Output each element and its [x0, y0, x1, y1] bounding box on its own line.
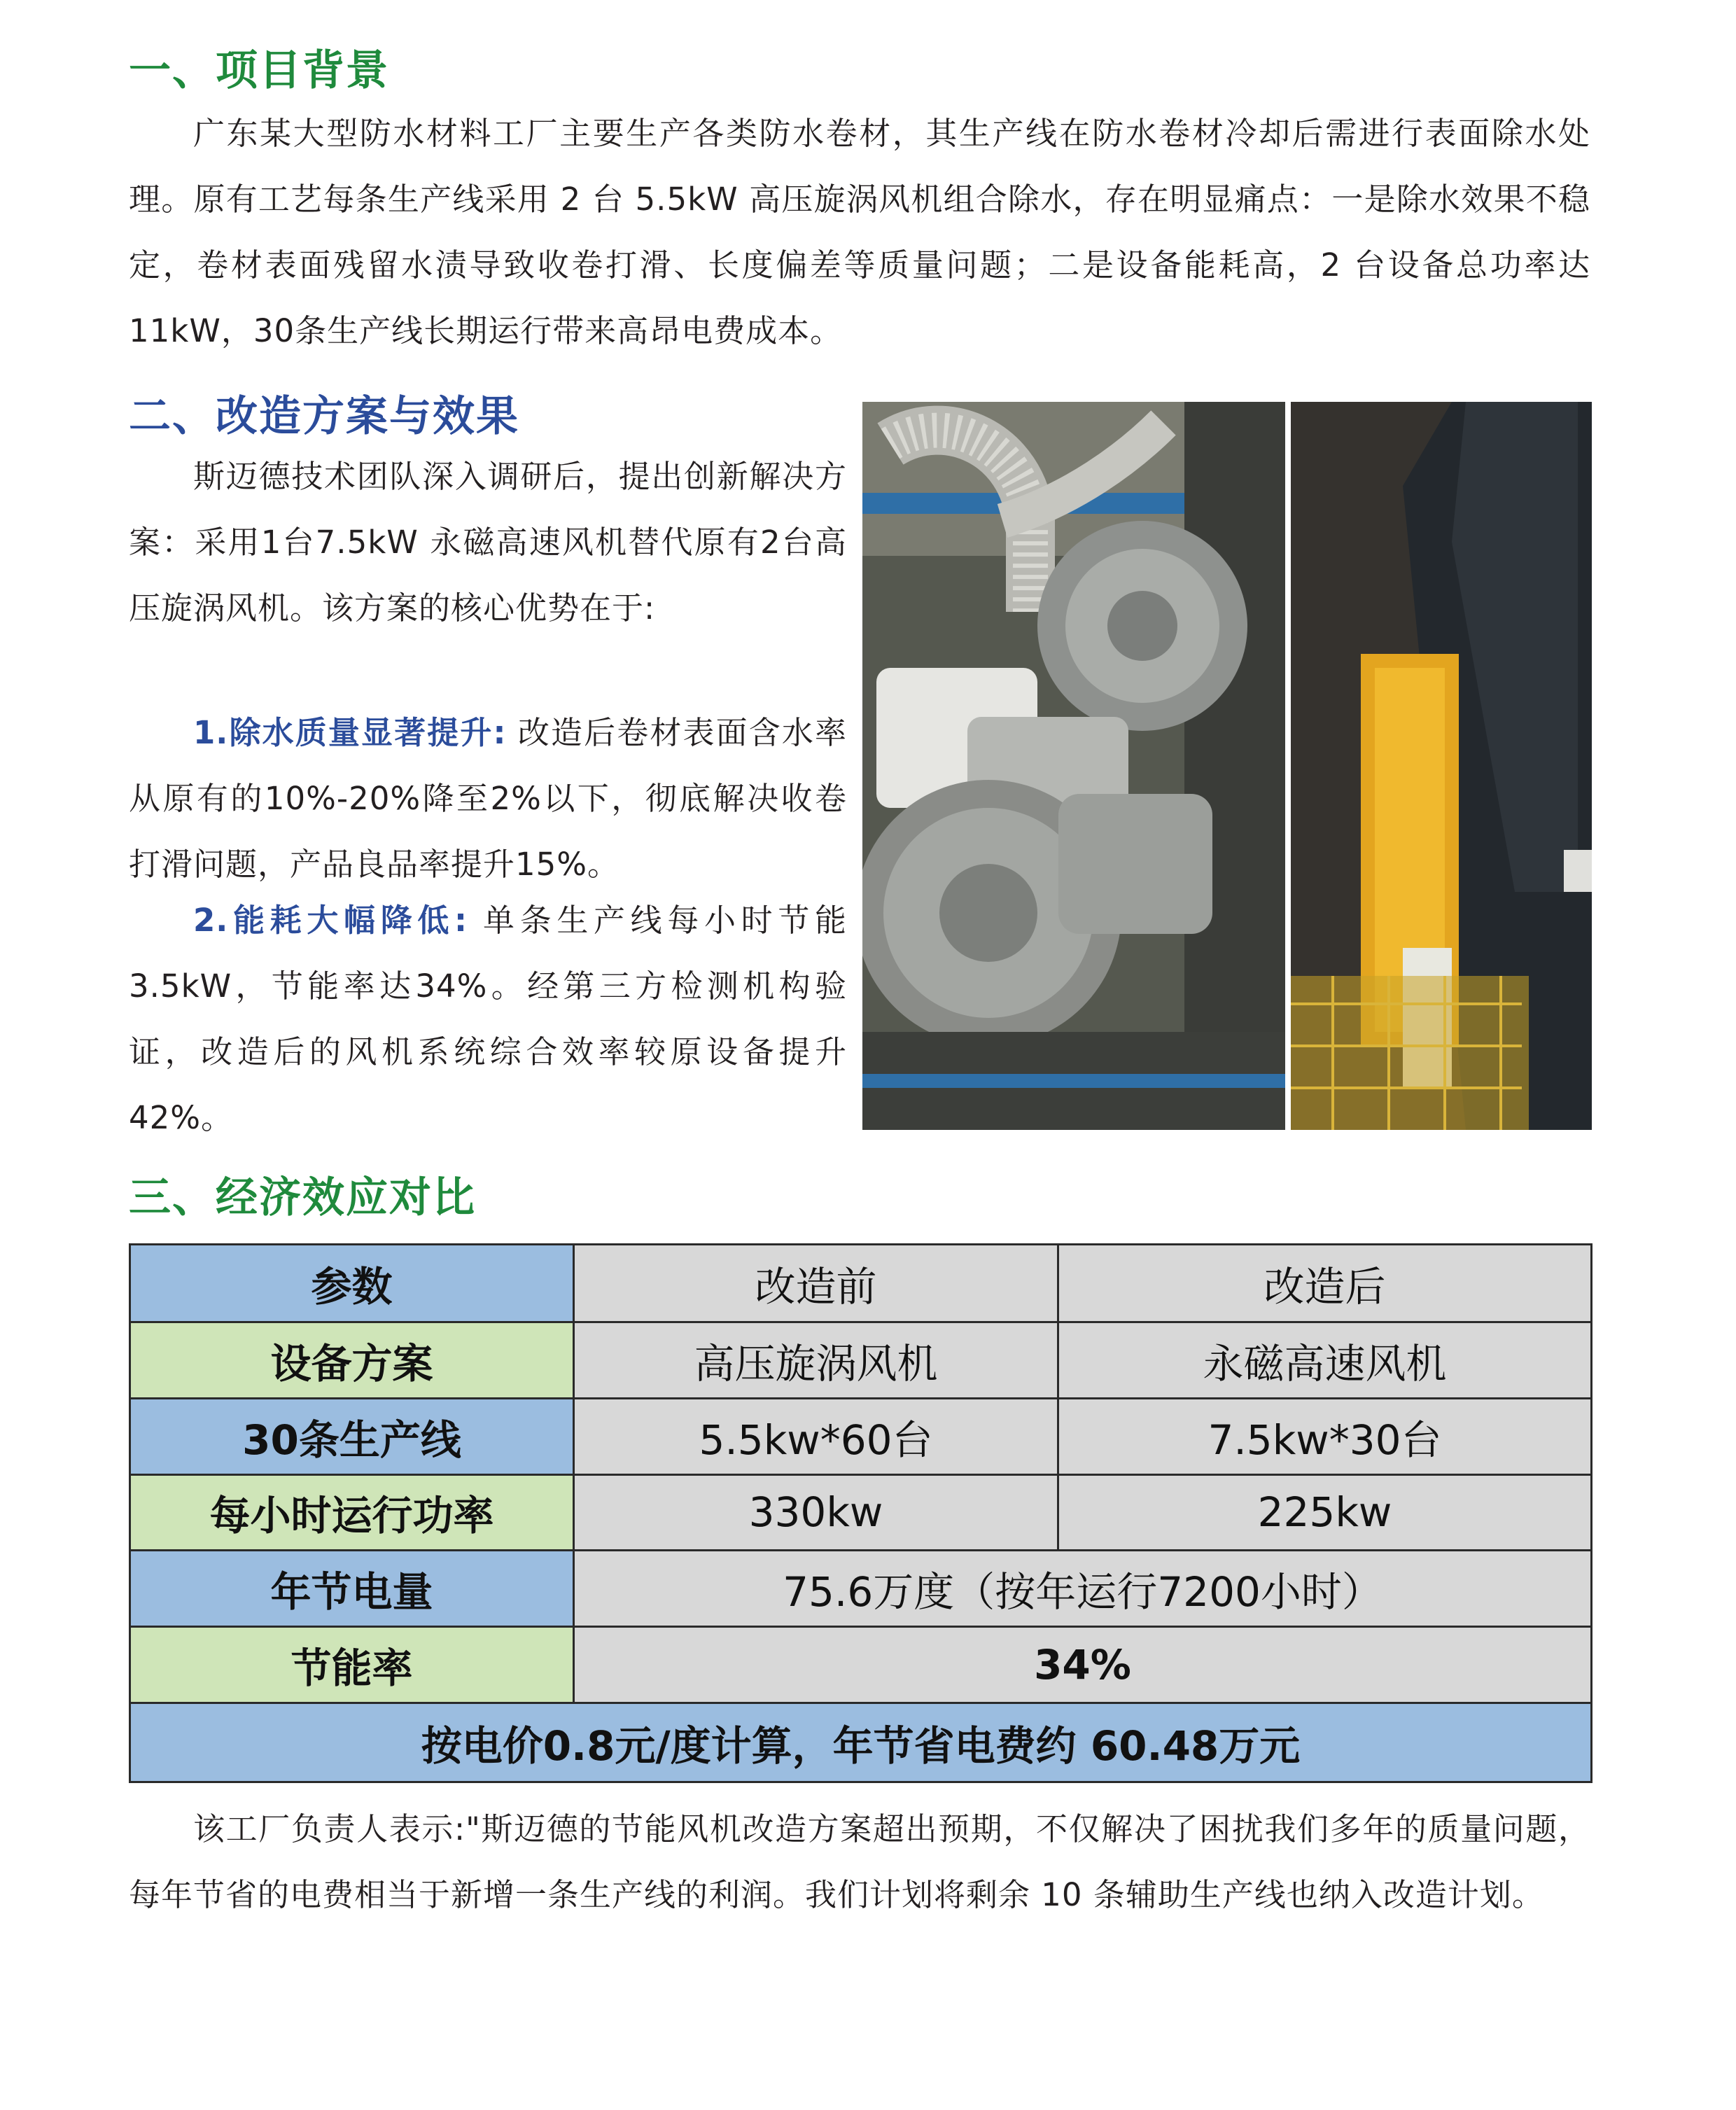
cell-power-after: 225kw [1058, 1474, 1592, 1551]
table-row [130, 1703, 1592, 1782]
table-footer-summary: 按电价0.8元/度计算，年节省电费约 60.48万元 [130, 1703, 1592, 1782]
photo-blower-equipment [862, 402, 1285, 1130]
cell-lines-after: 7.5kw*30台 [1058, 1398, 1592, 1474]
solution-point-1 [129, 700, 847, 897]
point-2-text: 单条生产线每小时节能3.5kW，节能率达34%。经第三方检测机构验证，改造后的风机系统综合效率较原设备提升42%。 [129, 902, 848, 1136]
customer-quote: 该工厂负责人表示:"斯迈德的节能风机改造方案超出预期，不仅解决了困扰我们多年的质量问题，每年节省的电费相当于新增一条生产线的利润。我们计划将剩余 10 条辅助生产线也纳入改造计划。 [129, 1810, 1590, 1913]
cell-equipment-before: 高压旋涡风机 [574, 1322, 1058, 1398]
cell-saving-rate: 34% [574, 1627, 1592, 1703]
comparison-table [129, 1243, 1592, 1783]
point-2-label: 2.能耗大幅降低: [193, 902, 468, 939]
table-row [130, 1474, 1592, 1551]
photo-line-drawing [1291, 402, 1592, 1130]
header-after: 改造后 [1058, 1245, 1592, 1322]
row-label-annual-saving: 年节电量 [130, 1551, 574, 1627]
section-title-economics: 三、经济效应对比 [129, 1173, 476, 1222]
solution-point-2 [129, 888, 847, 1151]
section-title-solution: 二、改造方案与效果 [129, 392, 519, 441]
header-parameter: 参数 [130, 1245, 574, 1322]
row-label-lines: 30条生产线 [130, 1398, 574, 1474]
row-label-power: 每小时运行功率 [130, 1474, 574, 1551]
cell-lines-before: 5.5kw*60台 [574, 1398, 1058, 1474]
background-paragraph: 广东某大型防水材料工厂主要生产各类防水卷材，其生产线在防水卷材冷却后需进行表面除水处理。原有工艺每条生产线采用 2 台 5.5kW 高压旋涡风机组合除水，存在明显痛点：一是除水效果不稳定，卷材表面残留水渍导致收卷打滑、长度偏差等质量问题；二是设备能耗高，2 台设备总功率达 11kW，30条生产线长期运行带来高昂电费成本。 [129, 115, 1590, 349]
point-1-text: 改造后卷材表面含水率从原有的10%-20%降至2%以下，彻底解决收卷打滑问题，产品良品率提升15%。 [129, 714, 847, 883]
table-row [130, 1551, 1592, 1627]
photo-production-line [1291, 402, 1592, 1130]
cell-equipment-after: 永磁高速风机 [1058, 1322, 1592, 1398]
point-1-label: 1.除水质量显著提升: [193, 714, 507, 751]
solution-intro: 斯迈德技术团队深入调研后，提出创新解决方案：采用1台7.5kW 永磁高速风机替代原有2台高压旋涡风机。该方案的核心优势在于: [129, 458, 847, 627]
photo-blower-drawing [862, 402, 1285, 1130]
cell-annual-saving: 75.6万度（按年运行7200小时） [574, 1551, 1592, 1627]
table-row [130, 1627, 1592, 1703]
section-title-background: 一、项目背景 [129, 46, 389, 95]
row-label-equipment: 设备方案 [130, 1322, 574, 1398]
cell-power-before: 330kw [574, 1474, 1058, 1551]
table-row [130, 1245, 1592, 1322]
row-label-saving-rate: 节能率 [130, 1627, 574, 1703]
header-before: 改造前 [574, 1245, 1058, 1322]
table-row [130, 1398, 1592, 1474]
table-row [130, 1322, 1592, 1398]
